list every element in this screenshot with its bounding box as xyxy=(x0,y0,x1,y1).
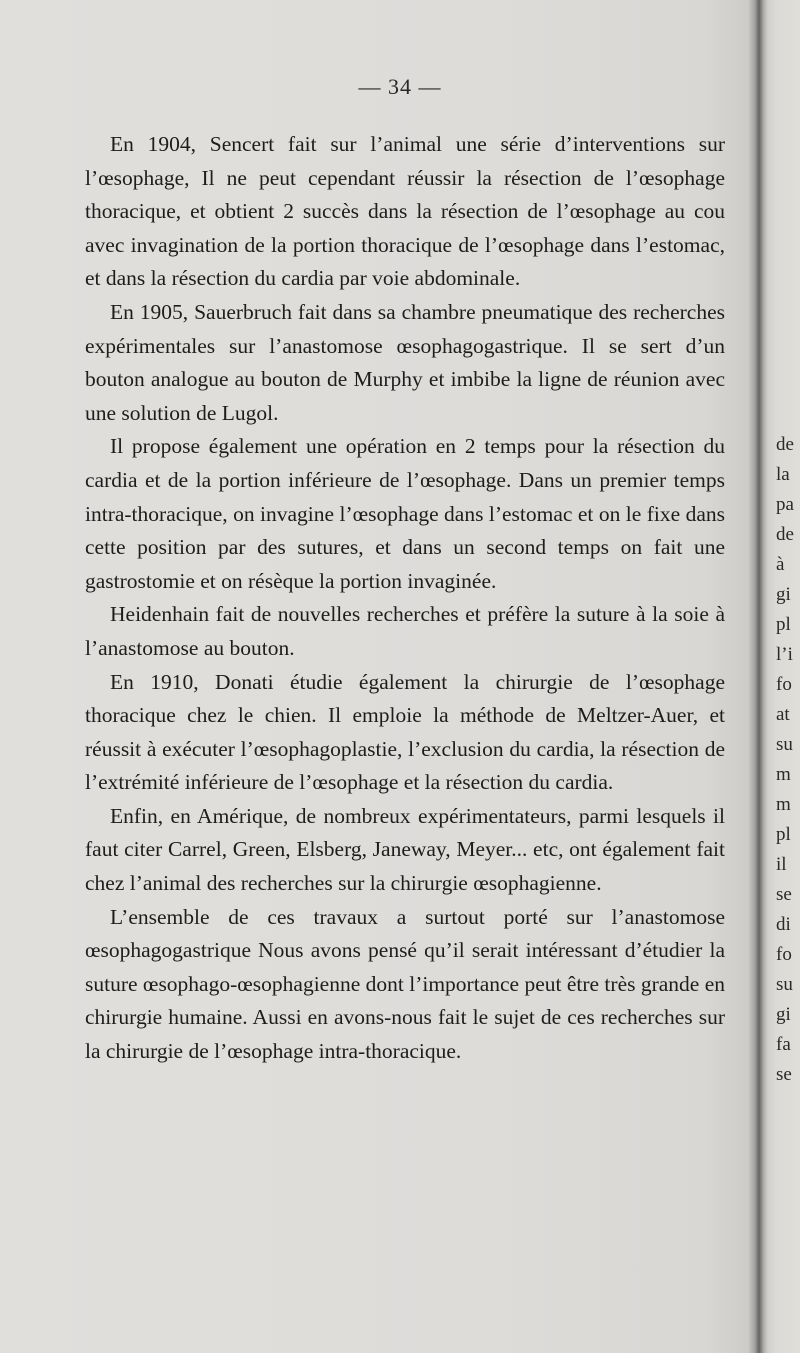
adjacent-fragment: su xyxy=(776,734,793,755)
adjacent-fragment: su xyxy=(776,974,793,995)
paragraph: Il propose également une opération en 2 temps pour la résection du cardia et de la portion inférieure de l’œsophage. Dans un premier temps intra-thoracique, on invagine l’œsophage dans l’estomac et on le fixe dans cette position par des sutures, et dans un second temps on fait une gastrostomie et on résèque la portion invaginée. xyxy=(85,434,725,593)
adjacent-fragment: se xyxy=(776,1064,792,1085)
paragraph: En 1904, Sencert fait sur l’animal une série d’interventions sur l’œsophage, Il ne peut cependant réussir la résection de l’œsophage thoracique, et obtient 2 succès dans la résection de l’œsophage au cou avec invagination de la portion thoracique de l’œsophage dans l’estomac, et dans la résection du cardia par voie abdominale. xyxy=(85,132,725,291)
adjacent-fragment: gi xyxy=(776,584,791,605)
paragraph: En 1905, Sauerbruch fait dans sa chambre pneumatique des recherches expérimentales sur l’anastomose œsophagogastrique. Il se sert d’un bouton analogue au bouton de Murphy et imbibe la ligne de réunion avec une solution de Lugol. xyxy=(85,299,725,425)
adjacent-fragment: fo xyxy=(776,944,792,965)
adjacent-fragment: la xyxy=(776,464,790,485)
page-gutter-shadow xyxy=(748,0,768,1353)
adjacent-fragment: m xyxy=(776,764,791,785)
page-number: — 34 — xyxy=(358,74,442,99)
adjacent-fragment: pl xyxy=(776,824,791,845)
paragraph: Heidenhain fait de nouvelles recherches et préfère la suture à la soie à l’anastomose au bouton. xyxy=(85,602,725,660)
adjacent-fragment: il xyxy=(776,854,787,875)
paragraph: Enfin, en Amérique, de nombreux expérimentateurs, parmi lesquels il faut citer Carrel, Green, Elsberg, Janeway, Meyer... etc, ont également fait chez l’animal des recherches sur la chirurgie œsophagienne. xyxy=(85,803,725,896)
adjacent-fragment: di xyxy=(776,914,791,935)
adjacent-fragment: pl xyxy=(776,614,791,635)
adjacent-fragment: at xyxy=(776,704,790,725)
adjacent-fragment: l’i xyxy=(776,644,793,665)
adjacent-fragment: pa xyxy=(776,494,794,515)
adjacent-fragment: se xyxy=(776,884,792,905)
adjacent-fragment: fo xyxy=(776,674,792,695)
adjacent-page-edge xyxy=(776,430,800,1090)
adjacent-fragment: gi xyxy=(776,1004,791,1025)
adjacent-fragment: à xyxy=(776,554,785,575)
paragraph: En 1910, Donati étudie également la chirurgie de l’œsophage thoracique chez le chien. Il emploie la méthode de Meltzer-Auer, et réussit à exécuter l’œsophagoplastie, l’exclusion du cardia, la résection de l’extrémité inférieure de l’œsophage et la résection du cardia. xyxy=(85,669,725,795)
body-text xyxy=(85,128,725,1069)
adjacent-fragment: m xyxy=(776,794,791,815)
paragraph: L’ensemble de ces travaux a surtout porté sur l’anastomose œsophagogastrique Nous avons pensé qu’il serait intéressant d’étudier la suture œsophago-œsophagienne dont l’importance peut être très grande en chirurgie humaine. Aussi en avons-nous fait le sujet de ces recherches sur la chirurgie de l’œsophage intra-thoracique. xyxy=(85,904,726,1064)
adjacent-fragment: de xyxy=(776,434,794,455)
adjacent-fragment: de xyxy=(776,524,794,545)
adjacent-fragment: fa xyxy=(776,1034,791,1055)
